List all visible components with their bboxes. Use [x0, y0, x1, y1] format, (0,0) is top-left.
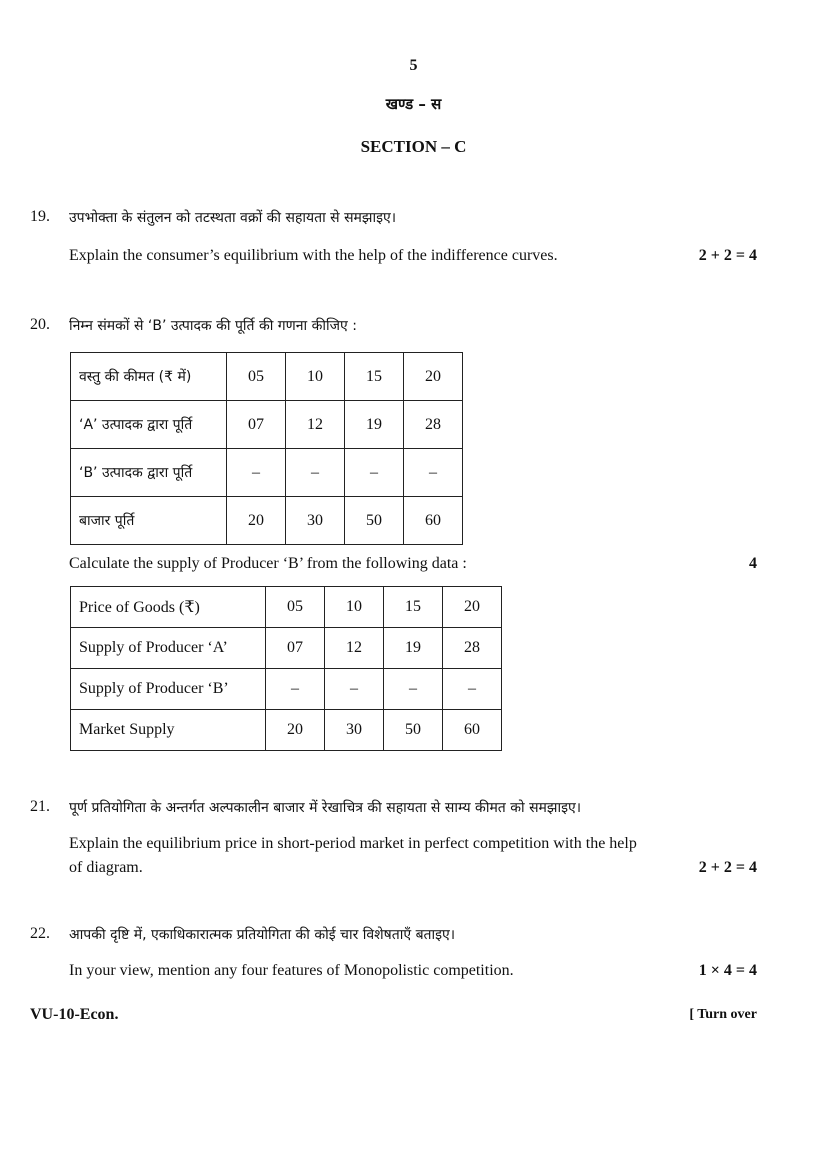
table-cell: 15	[384, 587, 443, 628]
turn-over-label: [ Turn over	[689, 1007, 757, 1022]
row-label: Supply of Producer ‘B’	[71, 669, 266, 710]
table-row	[71, 669, 502, 710]
table-cell: 05	[227, 353, 286, 401]
table-row	[71, 353, 463, 401]
question-22-hindi: आपकी दृष्टि में, एकाधिकारात्मक प्रतियोगिता की कोई चार विशेषताएँ बताइए।	[69, 927, 456, 943]
row-label: ‘B’ उत्पादक द्वारा पूर्ति	[71, 449, 227, 497]
table-row	[71, 710, 502, 751]
question-21-marks: 2 + 2 = 4	[698, 859, 757, 876]
table-cell: –	[266, 669, 325, 710]
table-cell: –	[325, 669, 384, 710]
question-20-hindi: निम्न संमकों से ‘B’ उत्पादक की पूर्ति की गणना कीजिए :	[69, 318, 357, 334]
table-cell: 60	[443, 710, 502, 751]
table-row	[71, 628, 502, 669]
table-cell: 20	[227, 497, 286, 545]
question-21-number: 21.	[30, 798, 50, 815]
question-22-number: 22.	[30, 925, 50, 942]
table-row	[71, 449, 463, 497]
table-cell: 30	[325, 710, 384, 751]
question-19-marks: 2 + 2 = 4	[698, 247, 757, 264]
table-cell: –	[384, 669, 443, 710]
table-cell: 20	[266, 710, 325, 751]
question-19-english: Explain the consumer’s equilibrium with the help of the indifference curves.	[69, 247, 558, 264]
supply-table-hindi	[70, 352, 463, 545]
table-cell: 28	[443, 628, 502, 669]
table-cell: 05	[266, 587, 325, 628]
question-19-number: 19.	[30, 208, 50, 225]
row-label: Price of Goods (₹)	[71, 587, 266, 628]
question-20-english: Calculate the supply of Producer ‘B’ from the following data :	[69, 555, 467, 572]
question-21-hindi: पूर्ण प्रतियोगिता के अन्तर्गत अल्पकालीन बाजार में रेखाचित्र की सहायता से साम्य कीमत को समझाइए।	[69, 800, 582, 816]
page-number: 5	[409, 57, 418, 74]
row-label: Market Supply	[71, 710, 266, 751]
table-cell: 07	[227, 401, 286, 449]
table-cell: –	[286, 449, 345, 497]
row-label: ‘A’ उत्पादक द्वारा पूर्ति	[71, 401, 227, 449]
supply-table-english	[70, 586, 502, 751]
question-22-english: In your view, mention any four features of Monopolistic competition.	[69, 962, 514, 979]
table-cell: 12	[325, 628, 384, 669]
question-22-marks: 1 × 4 = 4	[698, 962, 757, 979]
section-title-english: SECTION – C	[360, 137, 467, 156]
section-title-hindi: खण्ड – स	[385, 95, 442, 113]
question-20-marks: 4	[749, 555, 757, 572]
table-cell: –	[227, 449, 286, 497]
row-label: Supply of Producer ‘A’	[71, 628, 266, 669]
row-label: बाजार पूर्ति	[71, 497, 227, 545]
table-cell: 28	[404, 401, 463, 449]
paper-code: VU-10-Econ.	[30, 1006, 119, 1023]
table-cell: 10	[325, 587, 384, 628]
question-21-english-line1: Explain the equilibrium price in short-period market in perfect competition with the help	[69, 835, 637, 852]
question-20-number: 20.	[30, 316, 50, 333]
table-cell: 30	[286, 497, 345, 545]
table-cell: 20	[404, 353, 463, 401]
question-19-hindi: उपभोक्ता के संतुलन को तटस्थता वक्रों की सहायता से समझाइए।	[69, 210, 397, 226]
table-row	[71, 587, 502, 628]
table-cell: 19	[384, 628, 443, 669]
table-cell: 07	[266, 628, 325, 669]
table-cell: –	[345, 449, 404, 497]
table-cell: 20	[443, 587, 502, 628]
table-cell: 19	[345, 401, 404, 449]
table-cell: –	[404, 449, 463, 497]
table-cell: –	[443, 669, 502, 710]
table-cell: 50	[345, 497, 404, 545]
table-cell: 12	[286, 401, 345, 449]
table-row	[71, 497, 463, 545]
table-cell: 60	[404, 497, 463, 545]
question-21-english-line2: of diagram.	[69, 859, 143, 876]
table-cell: 10	[286, 353, 345, 401]
table-cell: 50	[384, 710, 443, 751]
table-cell: 15	[345, 353, 404, 401]
table-row	[71, 401, 463, 449]
row-label: वस्तु की कीमत (₹ में)	[71, 353, 227, 401]
